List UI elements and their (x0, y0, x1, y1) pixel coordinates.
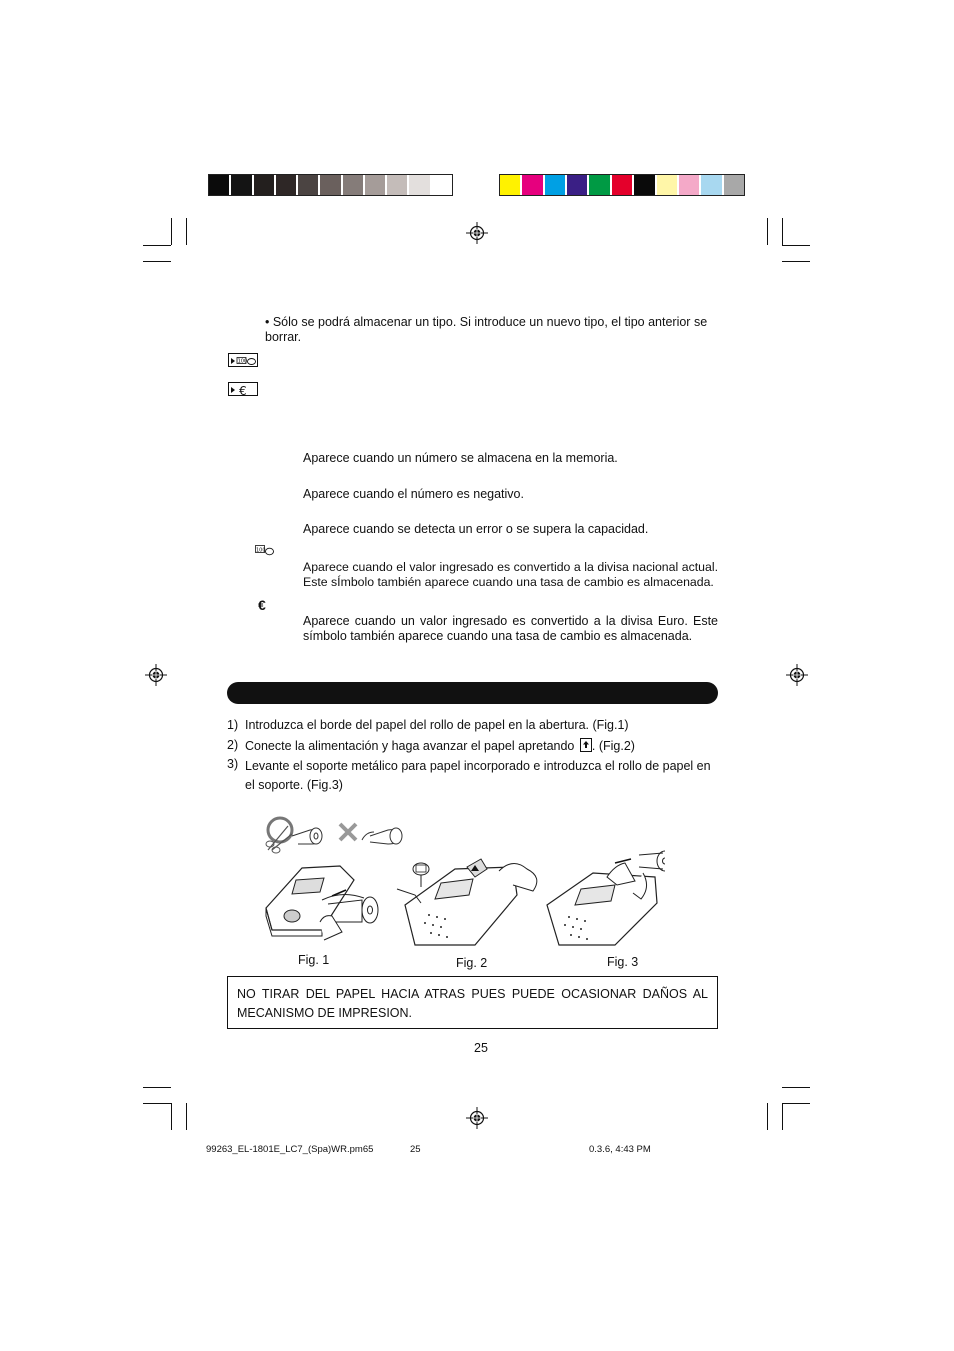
grayscale-swatch (231, 175, 253, 195)
step-2-number: 2) (227, 738, 239, 752)
figure-1-label: Fig. 1 (298, 953, 330, 967)
crop-mark (782, 1087, 810, 1088)
grayscale-swatch (298, 175, 320, 195)
process-swatch (522, 175, 544, 195)
process-swatch (612, 175, 634, 195)
crop-mark (767, 1103, 768, 1130)
process-swatch (701, 175, 723, 195)
process-color-bar (499, 174, 745, 196)
crop-mark (782, 218, 783, 245)
footer-page: 25 (410, 1144, 421, 1155)
crop-mark (171, 1103, 172, 1130)
process-swatch (589, 175, 611, 195)
grayscale-swatch (387, 175, 409, 195)
registration-mark-icon (145, 664, 167, 686)
svg-text:100: 100 (256, 547, 266, 554)
grayscale-swatch (254, 175, 276, 195)
figure-3-illustration (545, 847, 665, 947)
step-3-number: 3) (227, 757, 239, 771)
euro-icon: € (258, 597, 266, 613)
symbol-error-text: Aparece cuando se detecta un error o se supera la capacidad. (303, 522, 649, 536)
crop-mark (143, 245, 171, 246)
crop-mark (143, 261, 171, 262)
page-number: 25 (474, 1041, 488, 1055)
process-swatch (724, 175, 744, 195)
registration-mark-icon (466, 1107, 488, 1129)
figure-3-label: Fig. 3 (607, 955, 639, 969)
rate-currency-icon (255, 545, 275, 556)
figure-1-illustration (262, 860, 387, 942)
crop-mark (186, 1103, 187, 1130)
process-swatch (567, 175, 589, 195)
crop-mark (186, 218, 187, 245)
paper-roll-cut-illustration (262, 812, 407, 860)
step-2-text: Conecte la alimentación y haga avanzar el papel apretando . (Fig.2) (245, 739, 635, 753)
crop-mark (171, 218, 172, 245)
euro-key-icon (228, 382, 258, 396)
grayscale-swatch (343, 175, 365, 195)
grayscale-color-bar (208, 174, 453, 196)
paper-feed-key-icon (580, 738, 592, 752)
crop-mark (143, 1087, 171, 1088)
svg-text:100: 100 (237, 358, 248, 365)
crop-mark (782, 1103, 810, 1104)
crop-mark (782, 245, 810, 246)
process-swatch (657, 175, 679, 195)
registration-mark-icon (466, 222, 488, 244)
crop-mark (782, 1103, 783, 1130)
symbol-memory-text: Aparece cuando un número se almacena en la memoria. (303, 451, 618, 465)
symbol-rate-currency-text: Aparece cuando el valor ingresado es convertido a la divisa nacional actual. Este sÍmbolo también aparece cuando una tasa de cambio es almacenada. (303, 560, 718, 589)
process-swatch (634, 175, 656, 195)
footer-filename: 99263_EL-1801E_LC7_(Spa)WR.pm65 (206, 1144, 374, 1155)
grayscale-swatch (365, 175, 387, 195)
symbol-negative-text: Aparece cuando el número es negativo. (303, 487, 524, 501)
crop-mark (782, 261, 810, 262)
bullet-note: • Sólo se podrá almacenar un tipo. Si introduce un nuevo tipo, el tipo anterior se borrar. (265, 315, 708, 344)
figure-2-illustration (395, 855, 545, 950)
grayscale-swatch (432, 175, 452, 195)
warning-notice: NO TIRAR DEL PAPEL HACIA ATRAS PUES PUEDE OCASIONAR DAÑOS AL MECANISMO DE IMPRESION. (227, 976, 718, 1029)
process-swatch (545, 175, 567, 195)
rate-currency-key-icon (228, 353, 258, 367)
grayscale-swatch (320, 175, 342, 195)
footer-date: 0.3.6, 4:43 PM (589, 1144, 651, 1155)
step-1-number: 1) (227, 718, 239, 732)
crop-mark (143, 1103, 171, 1104)
grayscale-swatch (209, 175, 231, 195)
symbol-euro-text: Aparece cuando un valor ingresado es convertido a la divisa Euro. Este símbolo también aparece cuando una tasa de cambio es almacenada. (303, 614, 718, 643)
step-3-text: Levante el soporte metálico para papel incorporado e introduzca el rollo de papel en el soporte. (Fig.3) (245, 759, 711, 792)
grayscale-swatch (276, 175, 298, 195)
registration-mark-icon (786, 664, 808, 686)
process-swatch (500, 175, 522, 195)
section-header-band (227, 682, 718, 704)
crop-mark (767, 218, 768, 245)
process-swatch (679, 175, 701, 195)
svg-text:€: € (239, 384, 247, 396)
figure-2-label: Fig. 2 (456, 956, 488, 970)
grayscale-swatch (409, 175, 431, 195)
step-1-text: Introduzca el borde del papel del rollo de papel en la abertura. (Fig.1) (245, 718, 629, 732)
